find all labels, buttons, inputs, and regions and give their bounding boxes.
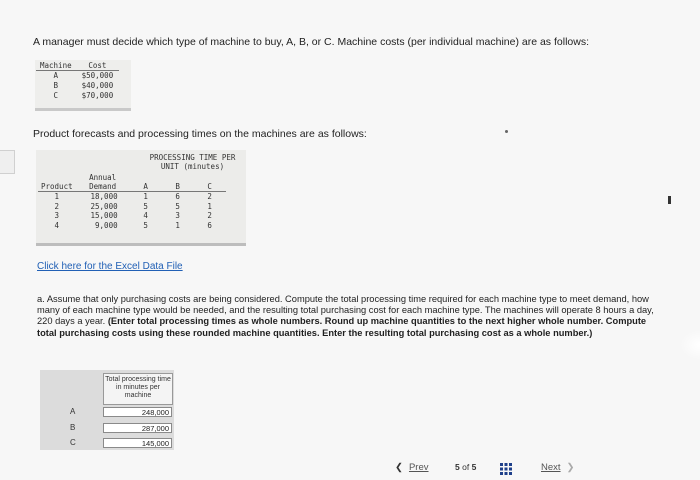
cost-cell: $70,000 (81, 91, 114, 100)
time-c-cell: 6 (207, 220, 212, 230)
product-cell: 1 (54, 192, 60, 201)
demand-cell: 9,000 (95, 220, 118, 230)
group-header-line2: UNIT (minutes) (160, 162, 225, 171)
time-a-cell: 5 (143, 220, 148, 230)
answer-row-b (40, 423, 174, 434)
product-cell: 4 (54, 220, 60, 230)
forecast-text: Product forecasts and processing times on the machines are as follows: (33, 128, 367, 140)
table-row (36, 71, 119, 82)
prev-button[interactable] (395, 462, 429, 478)
proc-header-b: B (162, 173, 194, 192)
chevron-right-icon: ❯ (566, 462, 575, 473)
time-b-cell: 5 (175, 201, 180, 211)
table-row (38, 211, 226, 221)
cost-cell: $40,000 (81, 81, 114, 90)
time-a-cell: 5 (143, 201, 148, 211)
next-button[interactable] (541, 462, 575, 478)
stray-mark (668, 196, 671, 204)
table-row (36, 91, 119, 101)
demand-cell: 18,000 (90, 192, 118, 201)
cost-header-cost: Cost (78, 61, 120, 71)
time-a-cell: 1 (143, 192, 148, 201)
page-total: 5 (471, 462, 477, 472)
answer-row-a (40, 407, 174, 418)
proc-header-demand: Annual Demand (76, 173, 130, 192)
chevron-left-icon: ❮ (395, 462, 403, 473)
processing-time-input-c[interactable]: 145,000 (103, 438, 172, 448)
processing-time-group-header (140, 153, 245, 171)
answer-row-label: B (70, 423, 76, 432)
time-c-cell: 1 (207, 201, 212, 211)
answer-column-header: Total processing time in minutes per machine (103, 373, 173, 405)
product-cell: 3 (54, 211, 60, 220)
time-a-cell: 4 (143, 211, 148, 220)
question-bold-instructions: (Enter total processing times as whole numbers. Round up machine quantities to the next higher whole number. Compute total purchasing costs using these rounded machine quantities. Enter the resulting total purchasing cost as a whole number.) (37, 316, 647, 338)
time-c-cell: 2 (207, 211, 212, 220)
prev-label: Prev (408, 462, 429, 473)
table-row (38, 221, 226, 231)
proc-header-a: A (130, 173, 162, 192)
intro-text: A manager must decide which type of machine to buy, A, B, or C. Machine costs (per individual machine) are as follows: (33, 36, 589, 48)
table-row (36, 81, 119, 91)
machine-cell: A (53, 71, 59, 80)
processing-time-table (38, 173, 226, 230)
demand-cell: 15,000 (90, 211, 118, 220)
time-b-cell: 3 (175, 211, 180, 220)
grid-icon[interactable] (500, 463, 512, 475)
processing-time-input-b[interactable]: 287,000 (103, 423, 172, 433)
time-c-cell: 2 (207, 192, 212, 201)
machine-cost-table (36, 61, 119, 101)
machine-cell: C (53, 91, 59, 100)
product-cell: 2 (54, 201, 60, 211)
table-row (38, 202, 226, 212)
demand-cell: 25,000 (90, 201, 118, 211)
proc-header-c: C (194, 173, 226, 192)
proc-header-product: Product (38, 173, 76, 192)
page-current: 5 (455, 462, 460, 472)
answer-row-c (40, 438, 174, 449)
answer-row-label: A (70, 407, 76, 416)
processing-table-divider (36, 243, 246, 246)
processing-time-input-a[interactable]: 248,000 (103, 407, 172, 417)
group-header-line1: PROCESSING TIME PER (149, 153, 236, 162)
page-of: of (462, 462, 470, 472)
time-b-cell: 6 (175, 192, 180, 201)
cost-cell: $50,000 (81, 71, 114, 80)
next-label: Next (541, 462, 561, 473)
question-text (37, 294, 667, 339)
time-b-cell: 1 (175, 220, 180, 230)
table-row (38, 192, 226, 202)
cost-header-machine: Machine (36, 61, 78, 71)
machine-cell: B (53, 81, 59, 90)
glare-decoration (680, 330, 700, 360)
answer-row-label: C (70, 438, 76, 447)
excel-data-link[interactable]: Click here for the Excel Data File (37, 261, 183, 272)
question-plain-text: a. Assume that only purchasing costs are being considered. Compute the total processing time required for each machine type to meet demand, how many of each machine type would be needed, and the resulting total purchasing cost for each machine type. The machines will operate 8 hours a day, 220 days a year. (37, 294, 654, 327)
side-panel-tab (0, 150, 15, 174)
stray-dot (505, 130, 508, 133)
cost-table-divider (35, 108, 131, 111)
page-indicator (455, 462, 476, 478)
